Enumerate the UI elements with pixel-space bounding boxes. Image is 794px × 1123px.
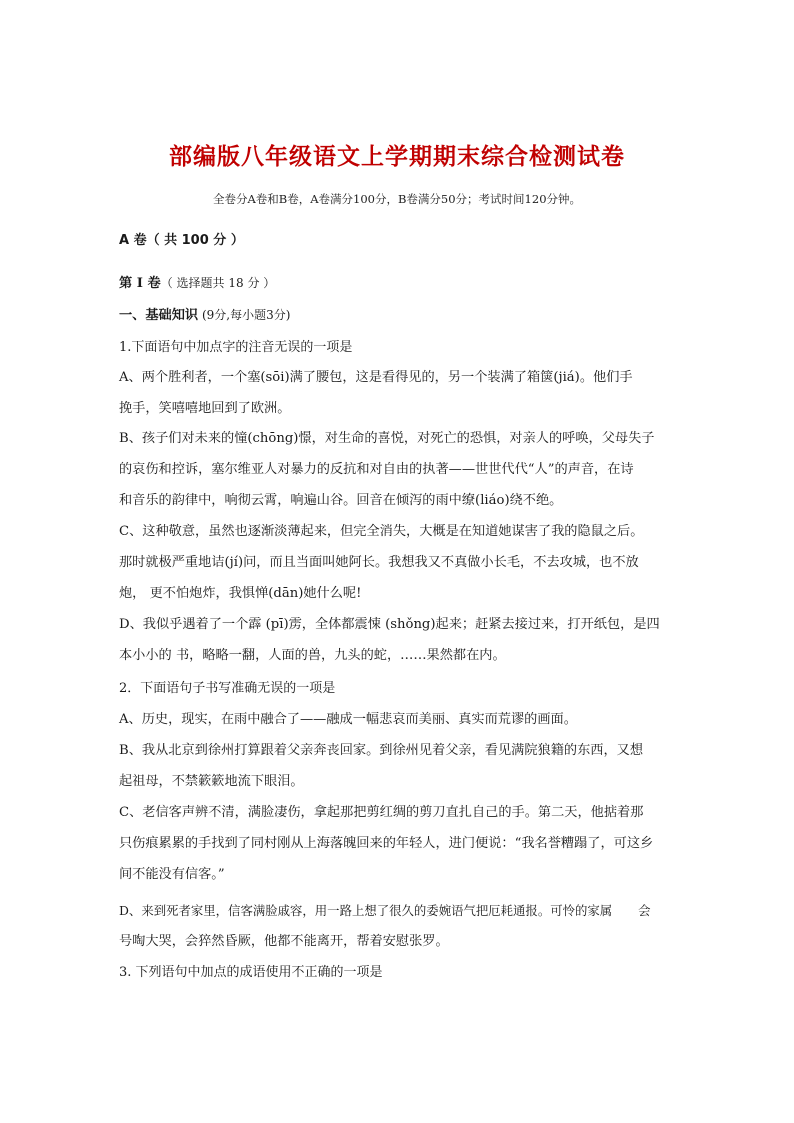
q2-option-c-line: 只伤痕累累的手找到了同村刚从上海落魄回来的年轻人，进门便说：“我名誉糟蹋了，可这乡 [119,836,654,851]
q1-option-c-line: C、这种敬意，虽然也逐渐淡薄起来，但完全消失，大概是在知道她谋害了我的隐鼠之后。 [119,524,644,539]
q1-option-b-line: B、孩子们对未来的憧(chōng)憬，对生命的喜悦，对死亡的恐惧，对亲人的呼唤，父母失子 [119,431,655,446]
q1-option-b-line: 和音乐的韵律中，响彻云霄，响遍山谷。回音在倾泻的雨中缭(liáo)绕不绝。 [119,493,563,508]
q1-option-d-line: D、我似乎遇着了一个霹 (pī)雳，全体都震悚 (shǒng)起来；赶紧去接过来，打开纸包，是四 [119,617,660,632]
q2-option-c-line: C、老信客声辨不清，满脸凄伤，拿起那把剪红绸的剪刀直扎自己的手。第二天，他掂着那 [119,805,644,820]
q2-option-a-line: A、历史，现实，在雨中融合了——融成一幅悲哀而美丽、真实而荒谬的画面。 [119,712,577,727]
part-a-sub-heading [119,273,679,294]
section-1-label: 一、基础知识 [119,308,199,323]
section-1-heading [119,305,679,326]
q2-option-b-line: 起祖母，不禁簌簌地流下眼泪。 [119,774,304,789]
q2-option-d-text: D、来到死者家里，信客满脸戚容，用一路上想了很久的委婉语气把厄耗通报。可怜的家属 [119,903,613,918]
q2-stem: 2．下面语句子书写准确无误的一项是 [119,681,336,696]
q2-option-b-line: B、我从北京到徐州打算跟着父亲奔丧回家。到徐州见着父亲，看见满院狼籍的东西，又想 [119,743,643,758]
q2-option-c-line: 间不能没有信客。” [119,867,225,882]
volume-note: （ 选择题共 18 分 ） [160,276,276,290]
q1-option-c-line: 那时就极严重地诘(jí)问，而且当面叫她阿长。我想我又不真做小长毛，不去攻城，也不放 [119,555,639,570]
q2-option-d-line: 号啕大哭，会猝然昏厥，他都不能离开，帮着安慰张罗。 [119,934,449,949]
document-title: 部编版八年级语文上学期期末综合检测试卷 [169,144,625,170]
q1-option-d-line: 本小小的 书，略略一翻，人面的兽，九头的蛇，……果然都在内。 [119,648,506,663]
q2-option-d-line [119,901,679,921]
q2-option-d-tail: 会 [638,903,651,918]
q1-option-a-line: A、两个胜利者，一个塞(sōi)满了腰包，这是看得见的，另一个装满了箱箧(jiá)。他们手 [119,370,633,385]
document-subtitle: 全卷分A卷和B卷，A卷满分100分，B卷满分50分；考试时间120分钟。 [212,192,582,206]
q1-option-b-line: 的哀伤和控诉，塞尔维亚人对暴力的反抗和对自由的执著——世世代代“人”的声音，在诗 [119,462,634,477]
q1-option-c-line: 炮， 更不怕炮炸，我惧惮(dān)她什么呢! [119,586,362,601]
section-1-note: (9分,每小题3分) [198,308,291,322]
volume-label: 第 I 卷 [119,276,161,291]
q1-option-a-line: 挽手，笑嘻嘻地回到了欧洲。 [119,401,291,416]
q3-stem: 3. 下列语句中加点的成语使用不正确的一项是 [119,965,383,980]
q1-stem: 1.下面语句中加点字的注音无误的一项是 [119,340,353,355]
part-a-heading: A 卷（ 共 100 分 ） [119,233,244,248]
